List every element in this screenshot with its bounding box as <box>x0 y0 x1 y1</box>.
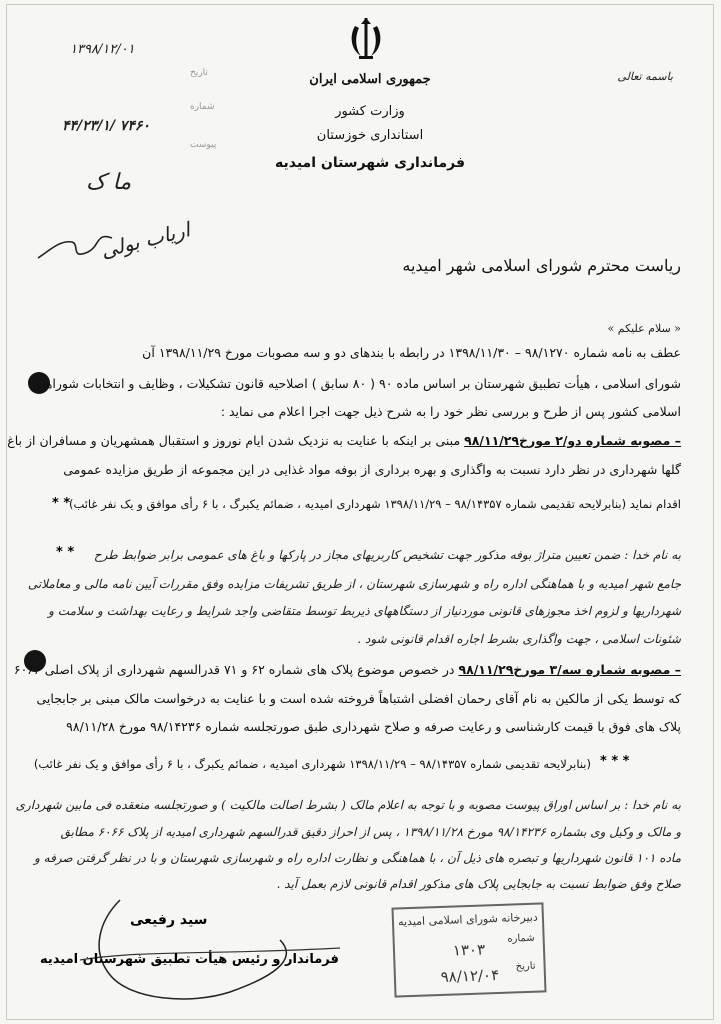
stamp-number-value: ۱۳۰۳ <box>452 940 486 960</box>
margin-note-2: اریاب بولی <box>98 217 193 263</box>
resolution2-line3 <box>41 497 681 511</box>
iran-emblem-icon <box>347 14 385 62</box>
stamp-line1: دبیرخانه شورای اسلامی امیدیه <box>397 910 538 929</box>
resolution3-line2: که توسط یکی از مالکین به نام آقای رحمان افضلی اشتباهاً فروخته شده است و با عنایت به درخواست مالک مبنی بر جابجایی <box>36 691 681 706</box>
opinion3-line4: صلاح وفق ضوابط نسبت به جابجایی پلاک های مذکور اقدام قانونی لازم بعمل آید . <box>276 877 681 891</box>
opinion2-line1: به نام خدا : ضمن تعیین متراژ بوفه مذکور جهت تشخیص کاربریهای مجاز در پارکها و باغ های عمومی برابر ضوابط طرح <box>93 548 681 562</box>
receipt-stamp <box>391 902 546 997</box>
country-name: جمهوری اسلامی ایران <box>309 72 431 87</box>
star-mark: * * <box>52 496 71 511</box>
resolution2-heading: – مصوبه شماره دو/۲ مورخ۹۸/۱۱/۲۹ <box>464 433 681 448</box>
stamp-date-label: تاریخ <box>515 960 536 973</box>
opinion2-line4: شئونات اسلامی ، جهت واگذاری بشرط اجاره اقدام قانونی شود . <box>357 632 681 646</box>
star-mark-2: * * <box>56 545 75 560</box>
signature-scribble-icon <box>60 880 360 1010</box>
opinion2-line2: جامع شهر امیدیه و با هماهنگی اداره راه و شهرسازی شهرستان ، از طریق تشریفات مزایده وفق مقررات آیین نامه مالی و معاملاتی <box>27 577 681 591</box>
ministry-name: وزارت کشور <box>335 104 405 119</box>
resolution2-line3-text: اقدام نماید (بنابرلایحه تقدیمی شماره ۹۸/۱۴۳۵۷ – ۱۳۹۸/۱۱/۲۹ شهرداری امیدیه ، ضمائم یکبرگ ، با ۶ رأی موافق و یک نفر غائب) <box>68 497 681 511</box>
number-value: ۴۴/۲۳/۱/ ۷۴۶۰ <box>62 118 150 134</box>
resolution3-line4: (بنابرلایحه تقدیمی شماره ۹۸/۱۴۳۵۷ – ۱۳۹۸/۱۱/۲۹ شهرداری امیدیه ، ضمائم یکبرگ ، با ۶ رأی موافق و یک نفر غائب) <box>33 757 591 771</box>
opinion2-line3: شهرداریها و لزوم اخذ مجوزهای قانونی موردنیاز از دستگاههای ذیربط توسط متقاضی واجد شرایط و رعایت بهداشت و سلامت و <box>48 604 681 618</box>
signer-title: فرماندار و رئیس هیأت تطبیق شهرستان امیدیه <box>40 952 339 967</box>
margin-scribble-icon <box>30 210 170 280</box>
date-value: ۱۳۹۸/۱۲/۰۱ <box>70 42 135 57</box>
stamp-date-value: ۹۸/۱۲/۰۴ <box>440 965 500 986</box>
resolution2-line1 <box>7 433 681 448</box>
province-name: استانداری خوزستان <box>316 128 424 143</box>
resolution2-line1-rest: مبنی بر اینکه با عنایت به نزدیک شدن ایام نوروز و استقبال همشهریان و مسافران از باغ <box>7 433 465 448</box>
opinion3-line2: و مالک و وکیل وی بشماره ۹۸/۱۴۲۳۶ مورخ ۱۳۹۸/۱۱/۲۸ ، پس از احراز دقیق قدرالسهم شهرداری امیدیه از پلاک ۶۰۶۶ مطابق <box>60 825 681 839</box>
salutation: « سلام علیکم » <box>607 322 681 335</box>
top-right-note: باسمه تعالی <box>617 70 673 83</box>
number-label: شماره <box>190 102 215 112</box>
resolution3-line1 <box>13 662 681 677</box>
paragraph1-line2: شورای اسلامی ، هیأت تطبیق شهرستان بر اساس ماده ۹۰ ( ۸۰ سابق ) اصلاحیه قانون تشکیلات ، وظایف و انتخابات شوراهای <box>32 376 681 391</box>
opinion3-line1: به نام خدا : بر اساس اوراق پیوست مصوبه و با توجه به اعلام مالک ( بشرط اصالت مالکیت ) و صورتجلسه منعقده فی مابین شهرداری <box>15 798 681 812</box>
paragraph1-line3: اسلامی کشور پس از طرح و بررسی نظر خود را به شرح ذیل جهت اجرا اعلام می نماید : <box>220 404 681 419</box>
margin-note-1: ما ک <box>86 170 132 195</box>
office-name: فرمانداری شهرستان امیدیه <box>274 155 465 171</box>
opinion3-line3: ماده ۱۰۱ قانون شهرداریها و تبصره های ذیل آن ، با هماهنگی و نظارت اداره راه و شهرسازی شهرستان و با در نظر گرفتن صرفه و <box>34 851 681 865</box>
date-label: تاریخ <box>190 68 208 78</box>
recipient: ریاست محترم شورای اسلامی شهر امیدیه <box>402 256 681 275</box>
resolution3-heading: – مصوبه شماره سه/۳ مورخ۹۸/۱۱/۲۹ <box>458 662 681 677</box>
signer-name: سید رفیعی <box>130 912 208 928</box>
star-mark-3: * * * <box>600 754 630 769</box>
resolution3-line1-rest: در خصوص موضوع پلاک های شماره ۶۲ و ۷۱ قدرالسهم شهرداری از پلاک اصلی ۶۰۶۶ <box>13 662 459 677</box>
attachment-label: پیوست <box>190 140 217 150</box>
paragraph1-line1: عطف به نامه شماره ۹۸/۱۲۷۰ – ۱۳۹۸/۱۱/۳۰ در رابطه با بندهای دو و سه مصوبات مورخ ۱۳۹۸/۱۱/۲۹ آن <box>142 345 681 360</box>
resolution2-line2: گلها شهرداری در نظر دارد نسبت به واگذاری و بهره برداری از بوفه مواد غذایی در این مجموعه از طریق مزایده عمومی <box>63 462 681 477</box>
stamp-number-label: شماره <box>507 932 535 945</box>
resolution3-line3: پلاک های فوق با قیمت کارشناسی و رعایت صرفه و صلاح شهرداری طبق صورتجلسه شماره ۹۸/۱۴۲۳۶ مورخ ۹۸/۱۱/۲۸ <box>66 719 681 734</box>
